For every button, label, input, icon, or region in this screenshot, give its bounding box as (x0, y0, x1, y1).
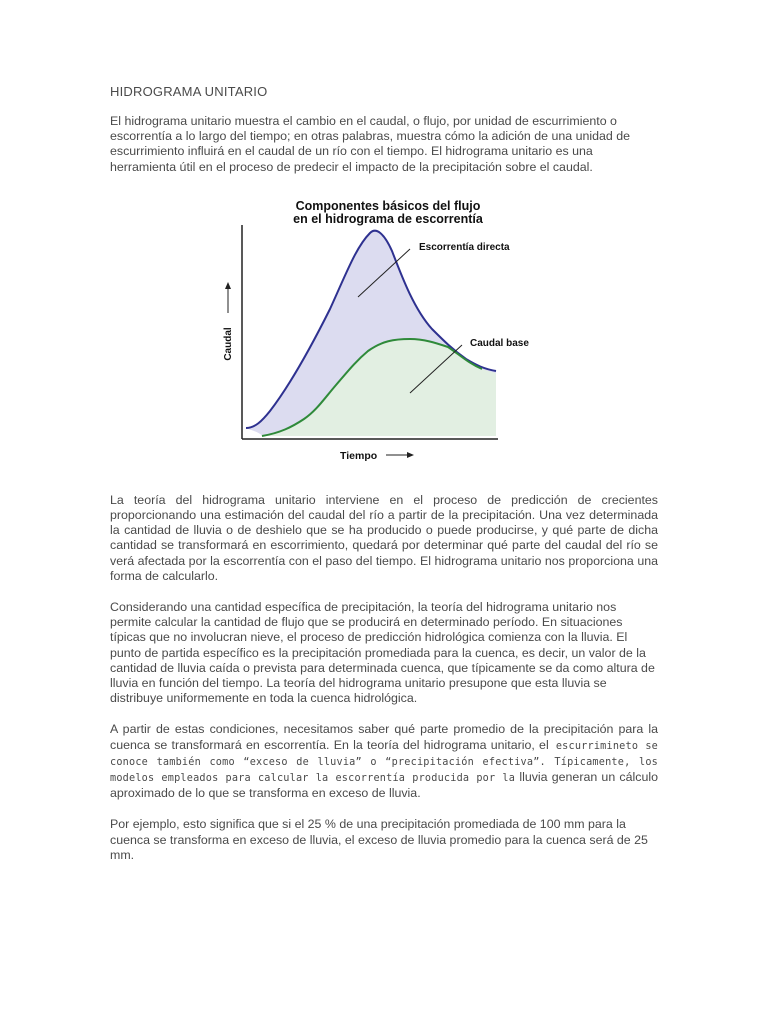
paragraph-conditions-part3: lluvia generan un cálculo aproximado de lo que se transforma en exceso de lluvia. (110, 770, 658, 801)
paragraph-theory: La teoría del hidrograma unitario interviene en el proceso de predicción de crecientes proporcionando una estimación del caudal del río a partir de la precipitación. Una vez determinada la cantidad de lluvia o de deshielo que se ha producido o puede producirse, y qué parte de dicha cantidad se transformará en escorrimiento, quedará por determinar qué parte del caudal del río se verá afectada por la escorrentía con el paso del tiempo. El hidrograma unitario nos proporciona una forma de calcularlo. (110, 492, 658, 583)
paragraph-conditions-part2: escurrimineto se conoce también como “exceso de lluvia” o “precipitación efectiva”. Típicamente, los modelos empleados para calcular la escorrentía producida por la (110, 740, 658, 785)
paragraph-example: Por ejemplo, esto significa que si el 25 % de una precipitación promediada de 100 mm para la cuenca se transforma en exceso de lluvia, el exceso de lluvia promedio para la cuenca será de 25 mm. (110, 817, 648, 862)
document-title: HIDROGRAMA UNITARIO (110, 84, 268, 99)
hydrograph-chart (110, 189, 658, 479)
chart-title-line2: en el hidrograma de escorrentía (293, 211, 483, 226)
paragraph-intro: El hidrograma unitario muestra el cambio en el caudal, o flujo, por unidad de escurrimiento o escorrentía a lo largo del tiempo; en otras palabras, muestra cómo la adición de una unidad de escurrimiento influirá en el caudal de un río con el tiempo. El hidrograma unitario es una herramienta útil en el proceso de predecir el impacto de la precipitación sobre el caudal. (110, 114, 631, 174)
direct-runoff-label: Escorrentía directa (419, 241, 510, 253)
chart-title-line1: Componentes básicos del flujo (295, 198, 481, 213)
baseflow-label: Caudal base (470, 337, 529, 349)
x-axis-arrow-head (407, 452, 414, 458)
y-axis-arrow-head (225, 282, 231, 289)
paragraph-conditions-part1: A partir de estas condiciones, necesitamos saber qué parte promedio de la precipitación para la cuenca se transformará en escorrentía. En la teoría del hidrograma unitario, el (110, 722, 658, 752)
paragraph-conditions (110, 722, 658, 801)
hydrograph-figure (110, 189, 658, 479)
x-axis-label: Tiempo (340, 449, 378, 462)
document-page (110, 84, 658, 863)
paragraph-precipitation: Considerando una cantidad específica de precipitación, la teoría del hidrograma unitario nos permite calcular la cantidad de flujo que se producirá en determinado período. En situaciones típicas que no involucran nieve, el proceso de predicción hidrológica comienza con la lluvia. El punto de partida específico es la precipitación promediada para la cuenca, es decir, un valor de la cantidad de lluvia caída o prevista para determinada cuenca, que típicamente se da como altura de lluvia en función del tiempo. La teoría del hidrograma unitario presupone que esta lluvia se distribuye uniformemente en toda la cuenca hidrológica. (110, 600, 655, 706)
y-axis-label: Caudal (223, 327, 234, 361)
